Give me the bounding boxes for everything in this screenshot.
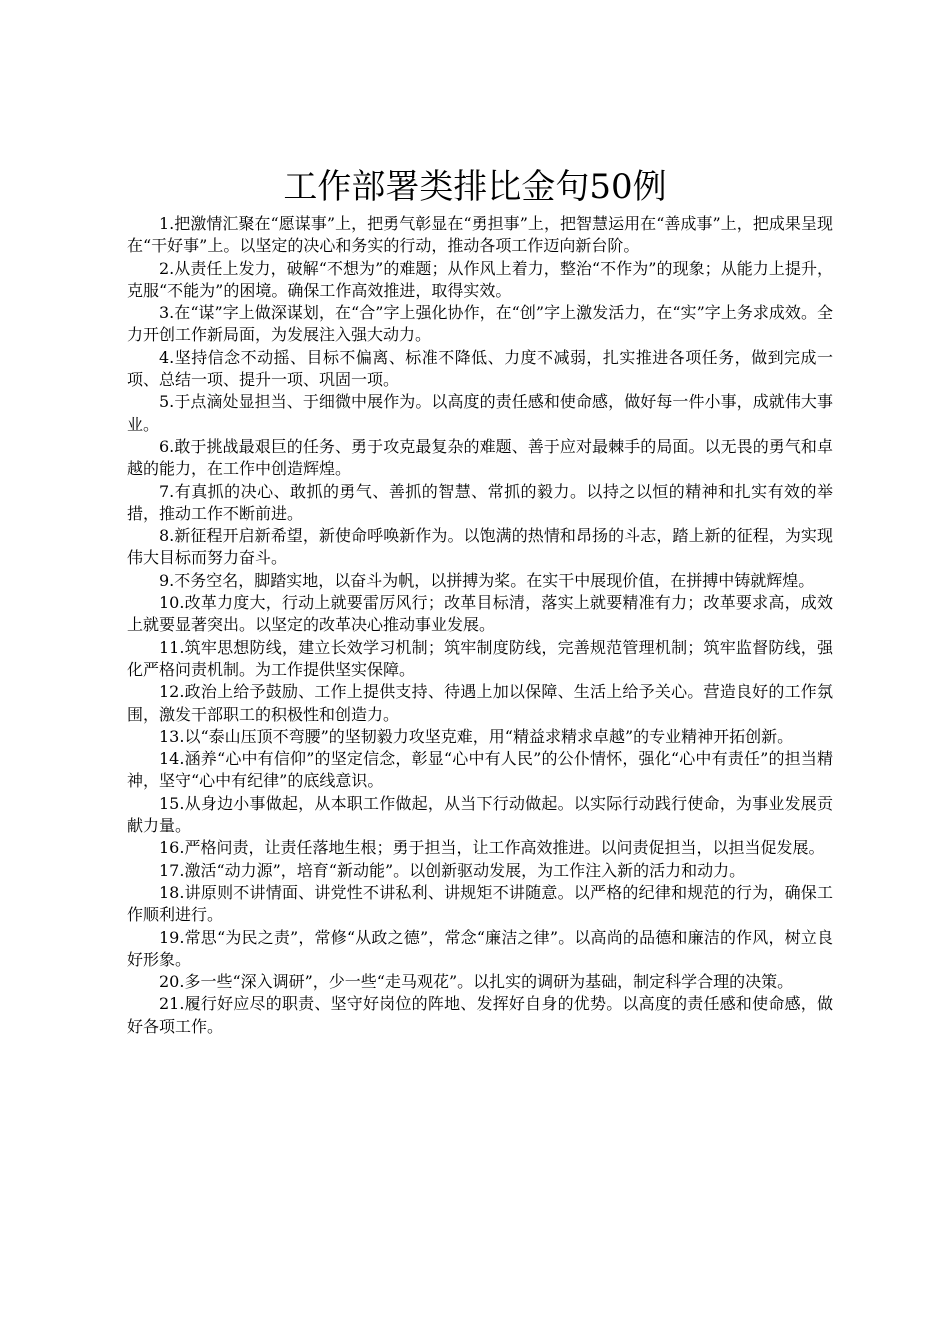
paragraph-3: 3.在“谋”字上做深谋划，在“合”字上强化协作，在“创”字上激发活力，在“实”字上务求成效。全力开创工作新局面，为发展注入强大动力。 bbox=[127, 303, 833, 345]
paragraph-7: 7.有真抓的决心、敢抓的勇气、善抓的智慧、常抓的毅力。以持之以恒的精神和扎实有效的举措，推动工作不断前进。 bbox=[127, 481, 833, 523]
paragraph-20: 20.多一些“深入调研”，少一些“走马观花”。以扎实的调研为基础，制定科学合理的决策。 bbox=[159, 972, 794, 992]
paragraph-10: 10.改革力度大，行动上就要雷厉风行；改革目标清，落实上就要精准有力；改革要求高，成效上就要显著突出。以坚定的改革决心推动事业发展。 bbox=[127, 593, 833, 635]
document-title: 工作部署类排比金句50例 bbox=[283, 167, 667, 207]
paragraph-18: 18.讲原则不讲情面、讲党性不讲私利、讲规矩不讲随意。以严格的纪律和规范的行为，确保工作顺利进行。 bbox=[127, 882, 833, 925]
paragraph-8: 8.新征程开启新希望，新使命呼唤新作为。以饱满的热情和昂扬的斗志，踏上新的征程，为实现伟大目标而努力奋斗。 bbox=[127, 526, 833, 568]
paragraph-16: 16.严格问责，让责任落地生根；勇于担当，让工作高效推进。以问责促担当，以担当促发展。 bbox=[159, 838, 825, 858]
paragraph-4: 4.坚持信念不动摇、目标不偏离、标准不降低、力度不减弱，扎实推进各项任务，做到完成一项、总结一项、提升一项、巩固一项。 bbox=[127, 347, 833, 390]
document-body bbox=[127, 213, 833, 1038]
paragraph-12: 12.政治上给予鼓励、工作上提供支持、待遇上加以保障、生活上给予关心。营造良好的工作氛围，激发干部职工的积极性和创造力。 bbox=[127, 682, 833, 724]
paragraph-21: 21.履行好应尽的职责、坚守好岗位的阵地、发挥好自身的优势。以高度的责任感和使命感，做好各项工作。 bbox=[127, 994, 833, 1036]
paragraph-17: 17.激活“动力源”，培育“新动能”。以创新驱动发展，为工作注入新的活力和动力。 bbox=[159, 860, 746, 880]
paragraph-5: 5.于点滴处显担当、于细微中展作为。以高度的责任感和使命感，做好每一件小事，成就伟大事业。 bbox=[127, 392, 833, 434]
paragraph-2: 2.从责任上发力，破解“不想为”的难题；从作风上着力，整治“不作为”的现象；从能力上提升，克服“不能为”的困境。确保工作高效推进，取得实效。 bbox=[127, 258, 833, 300]
paragraph-1: 1.把激情汇聚在“愿谋事”上，把勇气彰显在“勇担事”上，把智慧运用在“善成事”上，把成果呈现在“干好事”上。以坚定的决心和务实的行动，推动各项工作迈向新台阶。 bbox=[127, 214, 833, 256]
paragraph-14: 14.涵养“心中有信仰”的坚定信念，彰显“心中有人民”的公仆情怀，强化“心中有责任”的担当精神，坚守“心中有纪律”的底线意识。 bbox=[127, 749, 833, 791]
paragraph-11: 11.筑牢思想防线，建立长效学习机制；筑牢制度防线，完善规范管理机制；筑牢监督防线，强化严格问责机制。为工作提供坚实保障。 bbox=[127, 637, 833, 679]
paragraph-13: 13.以“泰山压顶不弯腰”的坚韧毅力攻坚克难，用“精益求精求卓越”的专业精神开拓创新。 bbox=[159, 726, 794, 746]
paragraph-19: 19.常思“为民之责”，常修“从政之德”，常念“廉洁之律”。以高尚的品德和廉洁的作风，树立良好形象。 bbox=[127, 927, 833, 969]
paragraph-6: 6.敢于挑战最艰巨的任务、勇于攻克最复杂的难题、善于应对最棘手的局面。以无畏的勇气和卓越的能力，在工作中创造辉煌。 bbox=[127, 436, 833, 479]
paragraph-9: 9.不务空名，脚踏实地，以奋斗为帆，以拼搏为桨。在实干中展现价值，在拼搏中铸就辉煌。 bbox=[159, 570, 815, 590]
paragraph-15: 15.从身边小事做起，从本职工作做起，从当下行动做起。以实际行动践行使命，为事业发展贡献力量。 bbox=[127, 793, 833, 836]
